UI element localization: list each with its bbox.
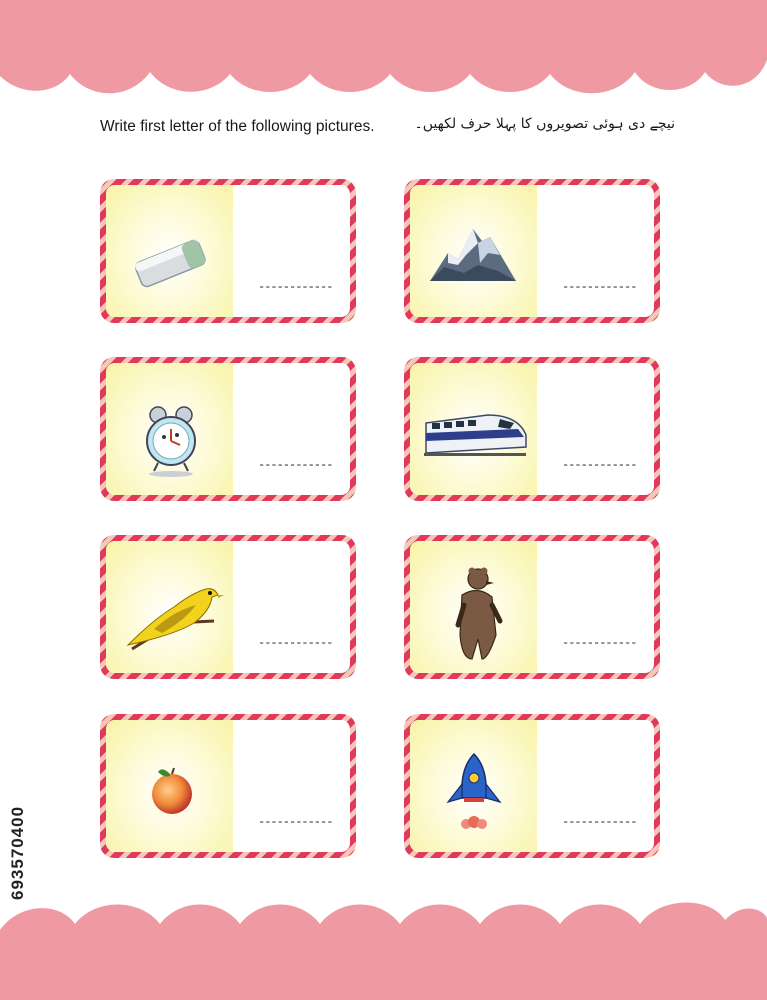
card-train <box>404 357 660 501</box>
card-alarm-clock <box>100 357 356 501</box>
card-rocket <box>404 714 660 858</box>
answer-blank[interactable]: ------------ <box>562 280 637 294</box>
yellow-bird-icon <box>114 549 225 667</box>
rocket-icon <box>418 728 529 846</box>
card-mountain <box>404 179 660 323</box>
mountain-icon <box>418 193 529 311</box>
stock-id-watermark: 693570400 <box>8 805 27 900</box>
answer-blank[interactable]: ------------ <box>258 815 333 829</box>
instruction-english: Write first letter of the following pictures. <box>100 118 375 135</box>
train-icon <box>418 371 529 489</box>
card-peach <box>100 714 356 858</box>
picture-panel <box>410 185 537 317</box>
card-bear <box>404 535 660 679</box>
picture-panel <box>106 720 233 852</box>
picture-panel <box>410 541 537 673</box>
picture-panel <box>106 541 233 673</box>
peach-icon <box>114 728 225 846</box>
card-yellow-bird <box>100 535 356 679</box>
picture-panel <box>106 185 233 317</box>
picture-panel <box>106 363 233 495</box>
top-cloud-border <box>0 0 767 110</box>
answer-blank[interactable]: ------------ <box>258 280 333 294</box>
answer-blank[interactable]: ------------ <box>562 636 637 650</box>
eraser-icon <box>114 193 225 311</box>
answer-blank[interactable]: ------------ <box>258 636 333 650</box>
card-eraser <box>100 179 356 323</box>
picture-panel <box>410 720 537 852</box>
bottom-cloud-border <box>0 890 767 1000</box>
instruction-urdu: نیچے دی ہوئی تصویروں کا پہلا حرف لکھیں۔ <box>414 116 675 132</box>
answer-blank[interactable]: ------------ <box>562 815 637 829</box>
alarm-clock-icon <box>114 371 225 489</box>
answer-blank[interactable]: ------------ <box>258 458 333 472</box>
bear-icon <box>418 549 529 667</box>
picture-panel <box>410 363 537 495</box>
answer-blank[interactable]: ------------ <box>562 458 637 472</box>
